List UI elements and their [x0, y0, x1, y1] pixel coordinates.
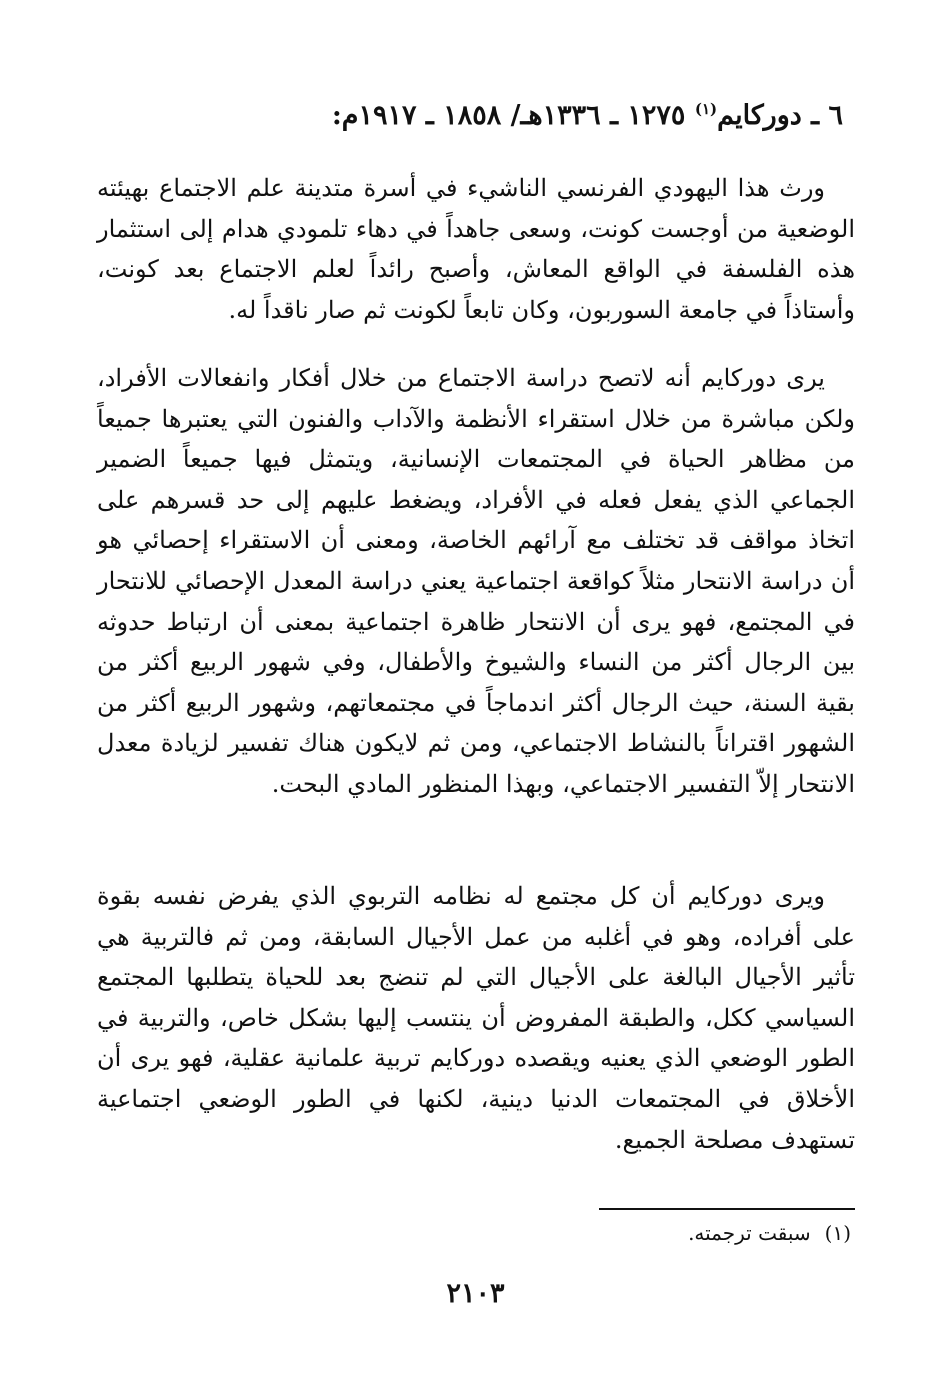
footnote-marker: (١)	[824, 1221, 851, 1245]
heading-title: ٦ ـ دوركايم	[717, 100, 843, 131]
heading-footnote-ref[interactable]: (١)	[694, 100, 718, 118]
paragraph-2	[97, 358, 855, 805]
paragraph-text: ويرى دوركايم أن كل مجتمع له نظامه التربوي الذي يفرض نفسه بقوة على أفراده، وهو في أغلبه من عمل الأجيال السابقة، ومن ثم فالتربية هي تأثير الأجيال البالغة على الأجيال التي لم تنضج بعد للحياة يتطلبها المجتمع السياسي ككل، والطبقة المفروض أن ينتسب إليها بشكل خاص، والتربية في الطور الوضعي الذي يعنيه ويقصده دوركايم تربية علمانية عقلية، فهو يرى أن الأخلاق في المجتمعات الدنيا دينية، لكنها في الطور الوضعي اجتماعية تستهدف مصلحة الجميع.	[97, 882, 856, 1154]
footnote-text: سبقت ترجمته.	[688, 1221, 811, 1245]
paragraph-text: ورث هذا اليهودي الفرنسي الناشيء في أسرة متدينة علم الاجتماع بهيئته الوضعية من أوجست كونت، وسعى جاهداً في دهاء تلمودي هدام إلى استثمار هذه الفلسفة في الواقع المعاش، وأصبح رائداً لعلم الاجتماع بعد كونت، وأستاذاً في جامعة السوربون، وكان تابعاً لكونت ثم صار ناقداً له.	[97, 174, 856, 324]
paragraph-text: يرى دوركايم أنه لاتصح دراسة الاجتماع من خلال أفكار وانفعالات الأفراد، ولكن مباشرة من خلال استقراء الأنظمة والآداب والفنون التي يعتبرها جميعاً من مظاهر الحياة في المجتمعات الإنسانية، ويتمثل فيها جميعاً الضمير الجماعي الذي يفعل فعله في الأفراد، ويضغط عليهم إلى حد قسرهم على اتخاذ مواقف قد تختلف مع آرائهم الخاصة، ومعنى أن الاستقراء إحصائي هو أن دراسة الانتحار مثلاً كواقعة اجتماعية يعني دراسة المعدل الإحصائي للانتحار في المجتمع، فهو يرى أن الانتحار ظاهرة اجتماعية بمعنى أن ارتباط حدوثه بين الرجال أكثر من النساء والشيوخ والأطفال، وفي شهور الربيع أكثر من بقية السنة، حيث الرجال أكثر اندماجاً في مجتمعاتهم، وشهور الربيع أكثر من الشهور اقتراناً بالنشاط الاجتماعي، ومن ثم لايكون هناك تفسير لزيادة معدل الانتحار إلاّ التفسير الاجتماعي، وبهذا المنظور المادي البحت.	[97, 364, 856, 798]
section-heading	[103, 96, 843, 136]
paragraph-3	[97, 876, 855, 1160]
footnote-divider	[599, 1208, 855, 1210]
heading-dates: ١٢٧٥ ـ ١٣٣٦هـ/ ١٨٥٨ ـ ١٩١٧م:	[331, 100, 686, 131]
page-number: ٢١٠٣	[446, 1278, 505, 1309]
paragraph-1	[97, 168, 855, 330]
footnote	[451, 1218, 851, 1248]
